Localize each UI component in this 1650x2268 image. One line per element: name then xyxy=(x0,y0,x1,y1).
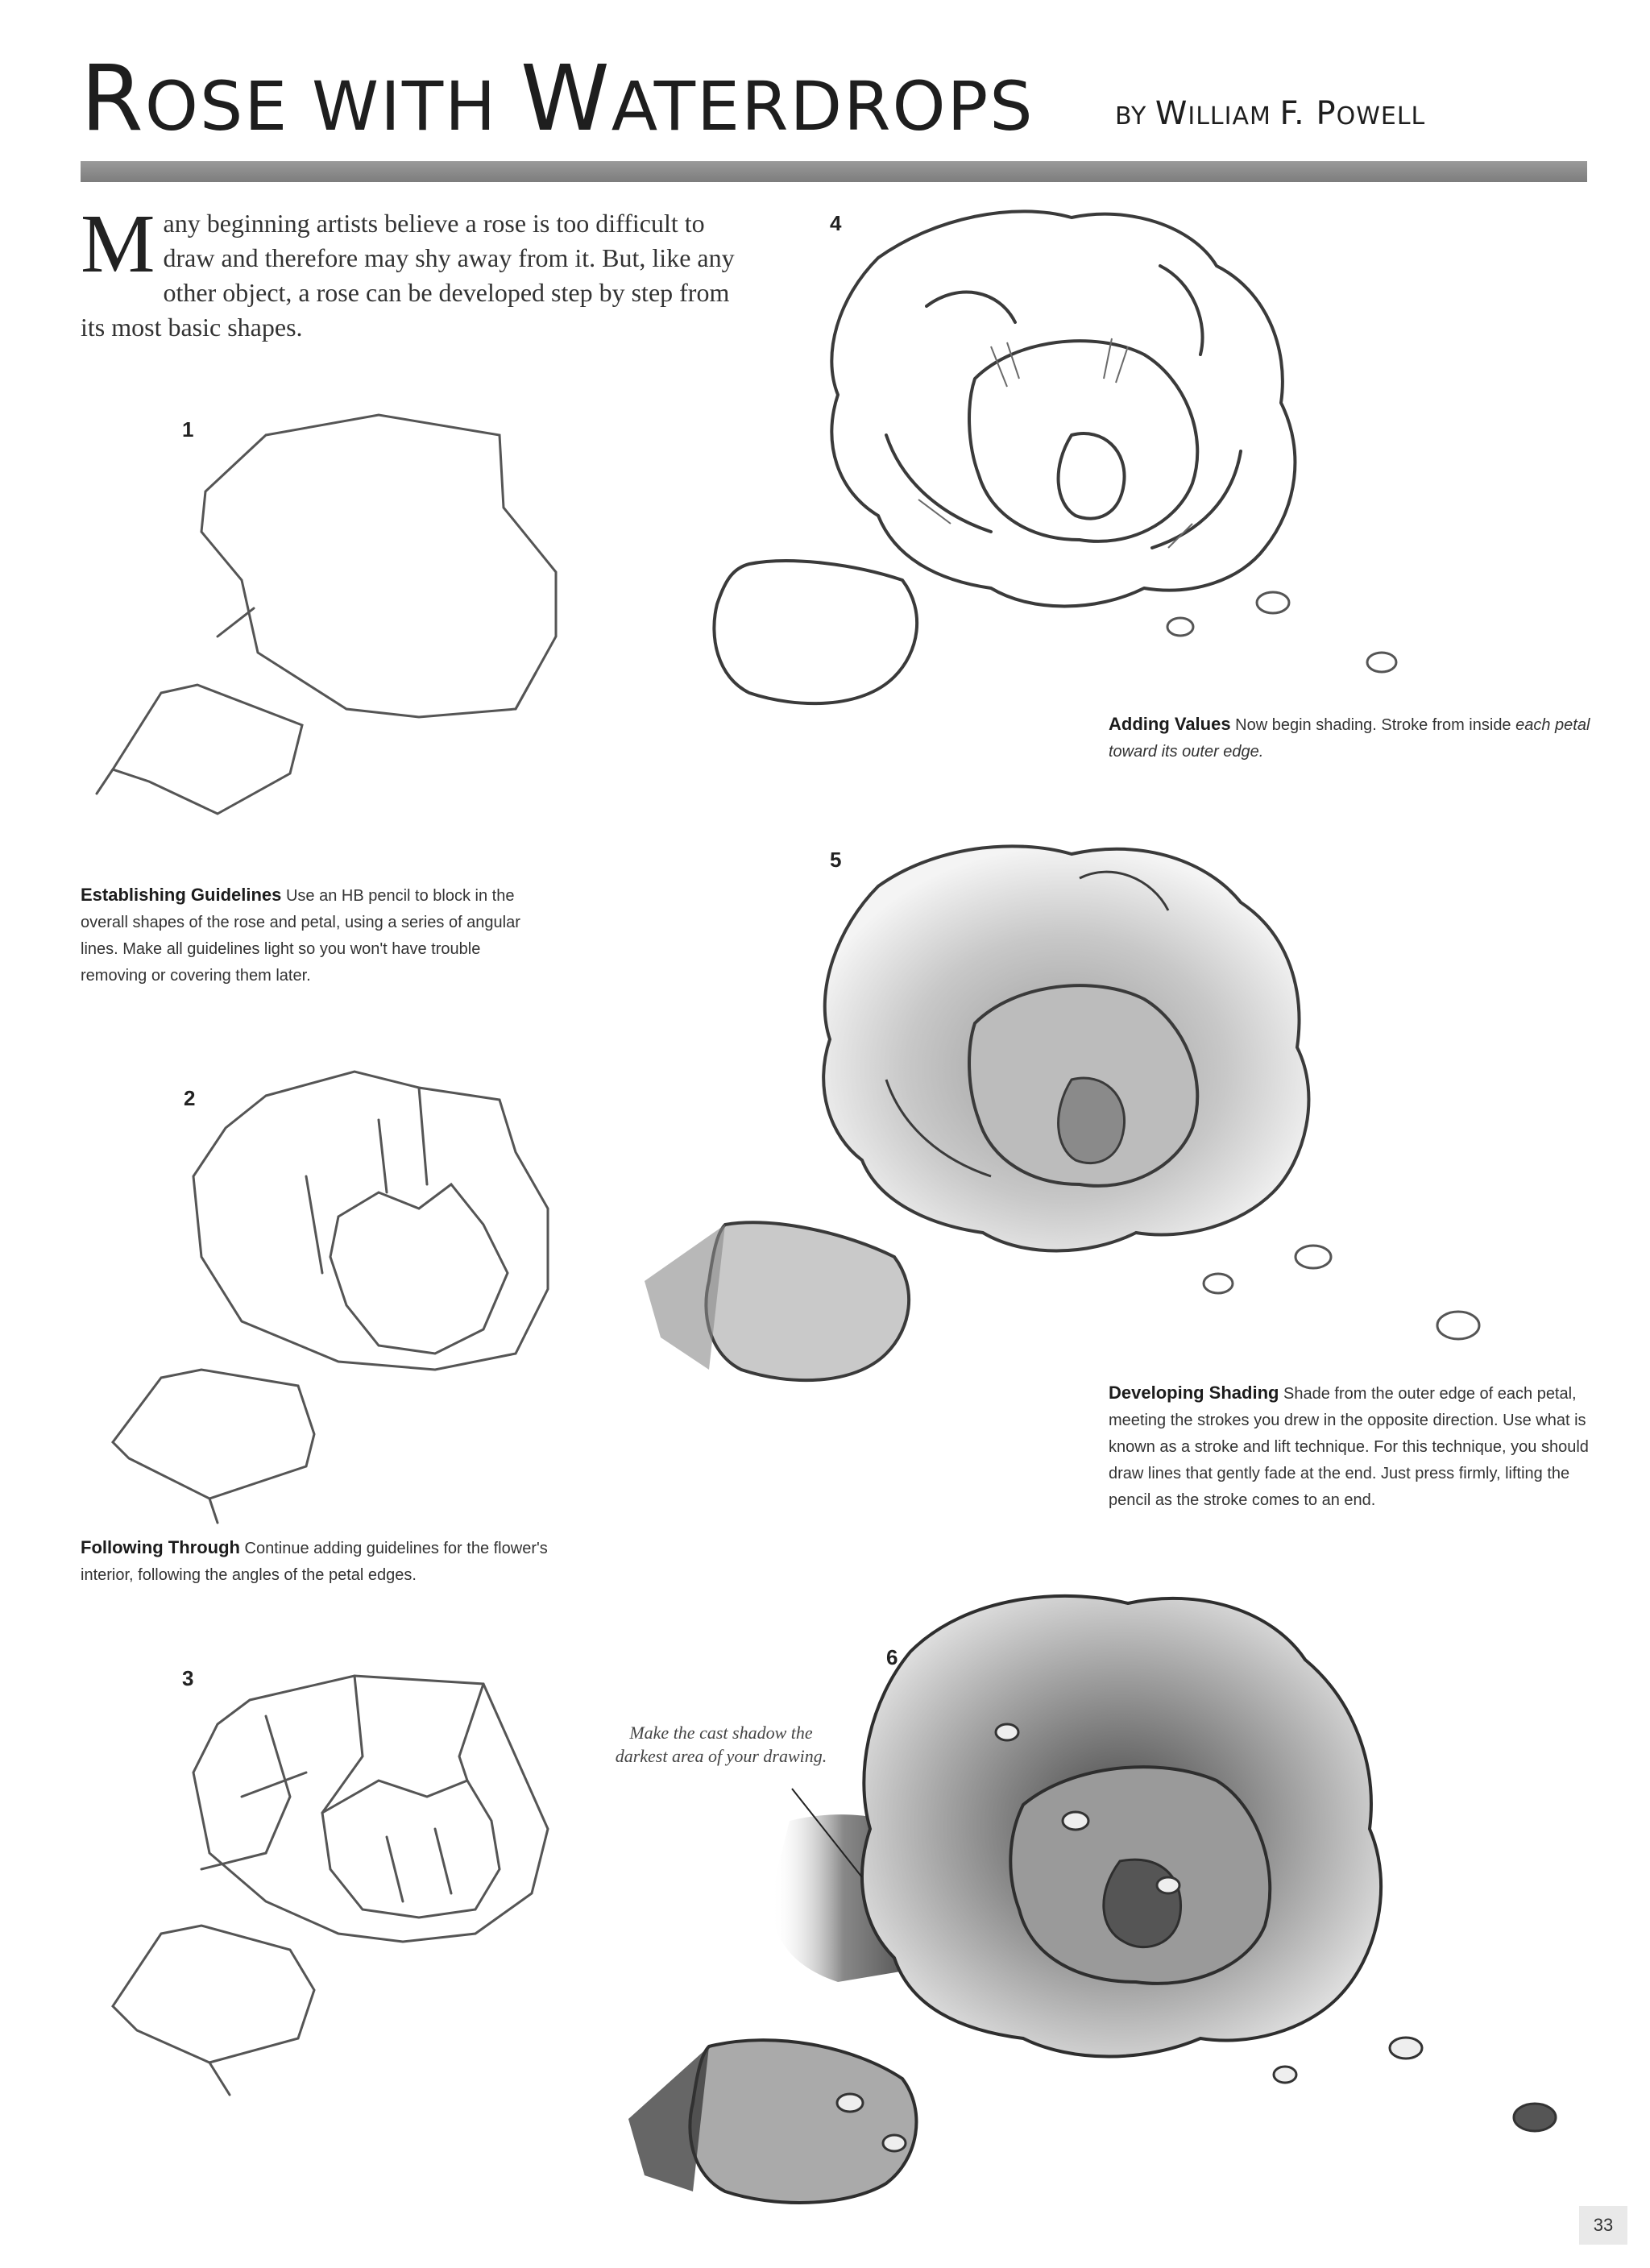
author-byline: BY WILLIAM F. POWELL xyxy=(1115,95,1426,132)
step4-rose xyxy=(714,211,1295,703)
step-number-3: 3 xyxy=(182,1666,194,1690)
step5-drops xyxy=(1204,1246,1479,1339)
step-number-6: 6 xyxy=(886,1645,898,1669)
step-number-2: 2 xyxy=(184,1086,196,1110)
caption-heading: Following Through xyxy=(81,1537,240,1557)
caption-developing-shading xyxy=(1109,1379,1592,1514)
caption-text: Now begin shading. Stroke from inside xyxy=(1235,716,1511,734)
caption-text: Continue adding guidelines for the flower's interior, following the angles of the petal edges. xyxy=(81,1540,548,1584)
step4-hatching xyxy=(918,338,1192,548)
step5-rose xyxy=(645,846,1308,1380)
caption-following-through xyxy=(81,1534,548,1589)
caption-adding-values xyxy=(1109,711,1592,765)
caption-text-italic: each petal toward its outer edge. xyxy=(1109,716,1590,761)
page-number: 33 xyxy=(1579,2206,1627,2245)
step2-sketch xyxy=(113,1072,548,1523)
cast-shadow-note: Make the cast shadow the darkest area of your drawing. xyxy=(615,1723,827,1766)
step3-sketch xyxy=(113,1676,548,2095)
step-number-5: 5 xyxy=(830,848,842,872)
step-number-1: 1 xyxy=(182,417,194,442)
caption-text: Shade from the outer edge of each petal, meeting the strokes you drew in the opposite direction. Use what is known as a stroke and lift technique. For this technique, you should draw lines that gently fade at the end. Just press firmly, lifting the pencil as the stroke comes to an end. xyxy=(1109,1385,1589,1509)
drop-cap: M xyxy=(81,197,155,290)
page-title: ROSE WITH WATERDROPS xyxy=(81,47,1034,151)
caption-heading: Adding Values xyxy=(1109,714,1231,734)
caption-establishing-guidelines xyxy=(81,881,548,989)
step-number-4: 4 xyxy=(830,211,842,235)
step6-rose xyxy=(628,1596,1381,2203)
caption-heading: Developing Shading xyxy=(1109,1383,1279,1403)
caption-heading: Establishing Guidelines xyxy=(81,885,282,905)
caption-text: Use an HB pencil to block in the overall shapes of the rose and petal, using a series of angular lines. Make all guidelines light so you won't have trouble removing or covering them later. xyxy=(81,887,520,985)
step4-drops xyxy=(1167,592,1396,672)
intro-text: any beginning artists believe a rose is too difficult to draw and therefore may shy away from it. But, like any other object, a rose can be developed step by step from its most basic shapes. xyxy=(81,209,735,342)
step1-sketch xyxy=(97,415,556,814)
